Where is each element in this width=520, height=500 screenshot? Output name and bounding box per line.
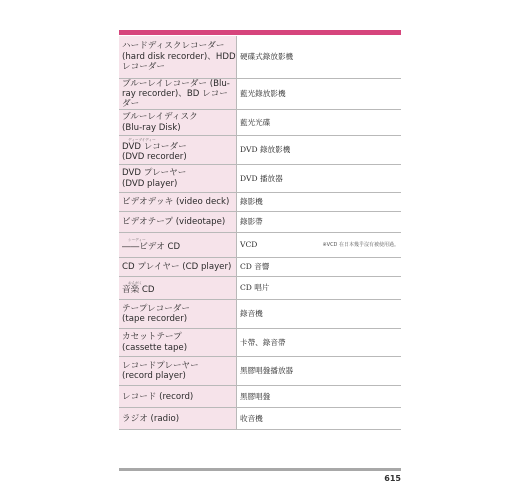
translation-cell [237, 386, 402, 408]
term-line: ブルーレイレコーダー (Blu- [122, 78, 230, 89]
translation-text: DVD 播放器 [240, 173, 283, 183]
table-row [119, 386, 401, 408]
term-cell [119, 258, 237, 277]
translation-text: VCD [240, 240, 258, 250]
translation-cell [237, 329, 402, 357]
term-line: DVD プレーヤー [122, 168, 187, 179]
translation-cell [237, 212, 402, 233]
table-row [119, 329, 401, 357]
term-cell [119, 357, 237, 386]
translation-cell [237, 300, 402, 329]
table-row [119, 212, 401, 233]
table-row [119, 36, 401, 78]
translation-cell [237, 110, 402, 136]
page-number: 615 [384, 474, 401, 483]
table-row [119, 258, 401, 277]
term-line: ビデオテープ (videotape) [122, 217, 226, 227]
table-row [119, 193, 401, 212]
top-accent-bar [119, 30, 401, 35]
translation-cell [237, 258, 402, 277]
term-line: CD プレイヤー (CD player) [122, 262, 232, 272]
table-row [119, 300, 401, 329]
table-row [119, 110, 401, 136]
translation-text: 黑膠唱盤播放器 [240, 366, 294, 376]
term-line: レコーダー [122, 61, 165, 72]
translation-cell [237, 193, 402, 212]
translation-cell [237, 233, 402, 258]
term-cell [119, 212, 237, 233]
translation-cell [237, 136, 402, 165]
table-row [119, 233, 401, 258]
term-line: DVD レコーダー [122, 141, 187, 152]
bottom-bar [119, 468, 401, 471]
term-line: (DVD recorder) [122, 152, 187, 163]
translation-text: 黑膠唱盤 [240, 391, 271, 401]
glossary-rows [119, 36, 401, 430]
term-cell [119, 193, 237, 212]
term-line: (cassette tape) [122, 342, 188, 353]
term-line: ブルーレイディスク [122, 112, 198, 123]
translation-text: 錄影機 [240, 197, 263, 207]
term-line: (DVD player) [122, 178, 178, 189]
term-line: レコードプレーヤー [122, 360, 199, 371]
translation-cell [237, 408, 402, 430]
translation-text: 錄影帶 [240, 217, 263, 227]
translation-text: 錄音機 [240, 309, 263, 319]
table-row [119, 136, 401, 165]
translation-text: 藍光光碟 [240, 117, 271, 127]
table-row [119, 277, 401, 300]
term-line: ――ビデオ CD [122, 242, 181, 252]
translation-text: 硬碟式錄放影機 [240, 51, 294, 61]
term-cell [119, 78, 237, 110]
translation-cell [237, 277, 402, 300]
ruby-reading: シーディー [128, 238, 146, 242]
table-row [119, 165, 401, 193]
translation-cell [237, 78, 402, 110]
translation-text: 藍光錄放影機 [240, 88, 286, 98]
term-line: (Blu-ray Disk) [122, 122, 181, 133]
term-line: ラジオ (radio) [122, 413, 180, 424]
term-line: レコード (record) [122, 391, 194, 402]
term-line: ray recorder)、BD レコーダー [122, 88, 228, 109]
ruby-reading: ディーブイディー [128, 137, 156, 142]
translation-text: 收音機 [240, 413, 263, 423]
translation-text: DVD 錄放影機 [240, 145, 291, 155]
translation-cell [237, 36, 402, 78]
term-cell [119, 233, 237, 258]
term-cell [119, 110, 237, 136]
ruby-reading: おんがく [128, 281, 143, 285]
table-row [119, 408, 401, 430]
term-line: カセットテープ [122, 332, 182, 343]
term-line: テープレコーダー [122, 303, 190, 314]
table-row [119, 78, 401, 110]
translation-text: CD 音響 [240, 262, 270, 272]
table-row [119, 357, 401, 386]
term-line: (record player) [122, 371, 186, 382]
term-cell [119, 277, 237, 300]
term-cell [119, 329, 237, 357]
translation-text: CD 唱片 [240, 283, 270, 293]
term-line: ビデオデッキ (video deck) [122, 197, 230, 207]
term-cell [119, 165, 237, 193]
translation-text: 卡帶、錄音帶 [240, 337, 286, 347]
translation-cell [237, 357, 402, 386]
term-line: (tape recorder) [122, 314, 188, 325]
footnote-text: ※VCD 在日本幾乎沒有被使用過。 [322, 242, 399, 249]
term-cell [119, 36, 237, 78]
term-cell [119, 408, 237, 430]
term-cell [119, 386, 237, 408]
term-line: ハードディスクレコーダー [122, 41, 225, 52]
translation-cell [237, 165, 402, 193]
glossary-table [119, 36, 401, 430]
term-line: (hard disk recorder)、HDD [122, 51, 236, 62]
term-cell [119, 136, 237, 165]
term-line: 音楽 CD [122, 285, 155, 295]
term-cell [119, 300, 237, 329]
